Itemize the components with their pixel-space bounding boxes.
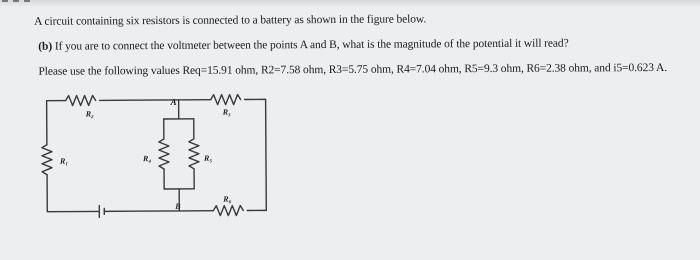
label-r4: R₄	[142, 154, 152, 164]
resistor-r5	[189, 139, 199, 169]
label-r5: R₅	[203, 153, 213, 163]
resistor-r4	[159, 139, 169, 169]
resistor-r1	[42, 145, 52, 175]
resistor-r3	[211, 95, 241, 105]
left-wire-bottom	[47, 174, 99, 211]
top-wire-middle	[100, 100, 211, 101]
question-text: A circuit containing six resistors is connected to a battery as shown in the figure below.	[34, 13, 427, 28]
label-r3: R₃	[222, 107, 231, 117]
label-r6: R₆	[223, 194, 232, 204]
label-r2: R₂	[85, 109, 94, 119]
part-b-label: (b)	[38, 40, 53, 53]
resistor-r2	[66, 95, 96, 105]
top-wire-right	[245, 99, 267, 210]
resistor-r6	[213, 206, 243, 216]
label-r1: R₁	[59, 156, 69, 166]
given-values: Please use the following values Req=15.91 ohm, R2=7.58 ohm, R3=5.75 ohm, R4=7.04 ohm, R5=9.3 ohm, R6=2.38 ohm, and i5=0.623 A.	[38, 61, 668, 78]
label-node-a: A	[170, 96, 177, 107]
label-node-b: B	[175, 201, 181, 211]
part-b-text: If you are to connect the voltmeter between the points A and B, what is the magnitude of the potential it will read?	[52, 37, 569, 53]
